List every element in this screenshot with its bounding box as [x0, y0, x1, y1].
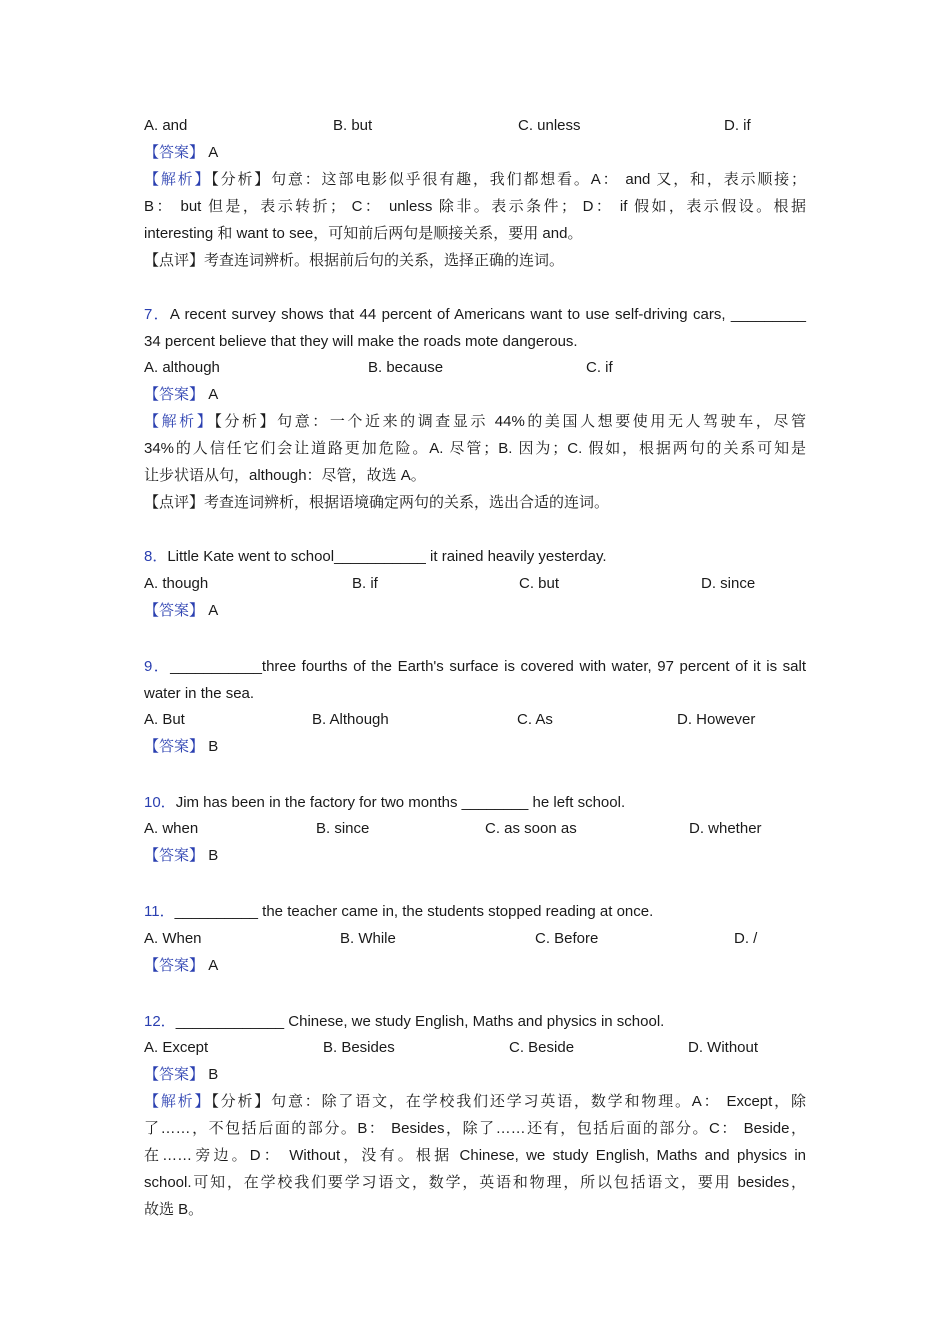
answer-label: 【答案】: [144, 847, 205, 864]
analysis-line: [144, 170, 806, 190]
option: A. When: [144, 930, 202, 947]
question-stem: [144, 793, 625, 813]
analysis-line: 在……旁边。D： Without，没有。根据 Chinese, we study English, Maths and physics in: [144, 1147, 806, 1164]
answer-line: [144, 737, 218, 757]
stem-text: _____________ Chinese, we study English, Maths and physics in school.: [175, 1013, 665, 1030]
answer-line: [144, 143, 218, 163]
stem-text: Jim has been in the factory for two months ________ he left school.: [175, 794, 626, 811]
answer-line: [144, 385, 218, 405]
option: A. and: [144, 117, 188, 134]
option: B. because: [368, 359, 444, 376]
question-number: 9．: [144, 658, 171, 675]
option: C. if: [586, 359, 613, 376]
question-stem: [144, 1012, 664, 1032]
option: D. /: [734, 930, 758, 947]
question-stem: water in the sea.: [144, 685, 255, 702]
option: B. Although: [312, 711, 389, 728]
answer-line: [144, 846, 218, 866]
answer-value: A: [208, 957, 219, 974]
option: A. But: [144, 711, 185, 728]
option: D. since: [701, 575, 756, 592]
option: B. but: [333, 117, 373, 134]
question-stem: [144, 657, 806, 677]
analysis-label: 【解析】: [144, 1093, 212, 1110]
answer-line: [144, 601, 218, 621]
option: A. although: [144, 359, 220, 376]
analysis-text: 【分析】句意：一个近来的调查显示 44%的美国人想要使用无人驾驶车，尽管: [214, 413, 806, 430]
analysis-line: 了……，不包括后面的部分。B： Besides，除了……还有，包括后面的部分。C： Beside，: [144, 1120, 806, 1137]
analysis-line: 34%的人信任它们会让道路更加危险。A. 尽管；B. 因为；C. 假如，根据两句的关系可知是: [144, 440, 806, 457]
analysis-line: [144, 412, 806, 432]
question-stem: [144, 902, 653, 922]
analysis-line: 让步状语从句，although：尽管，故选 A。: [144, 467, 426, 484]
stem-text: ___________three fourths of the Earth's surface is covered with water, 97 percent of it is salt: [170, 658, 806, 675]
question-number: 10．: [144, 794, 176, 811]
option: B. since: [316, 820, 370, 837]
answer-value: B: [208, 847, 219, 864]
option: A. Except: [144, 1039, 209, 1056]
option: C. Beside: [509, 1039, 575, 1056]
analysis-text: 【分析】句意：除了语文，在学校我们还学习英语，数学和物理。A： Except，除: [211, 1093, 806, 1110]
answer-line: [144, 1065, 218, 1085]
answer-value: A: [208, 386, 219, 403]
comment-line: 【点评】考查连词辨析。根据前后句的关系，选择正确的连词。: [144, 252, 565, 269]
answer-label: 【答案】: [144, 144, 205, 161]
analysis-label: 【解析】: [144, 171, 212, 188]
option: A. when: [144, 820, 199, 837]
answer-label: 【答案】: [144, 602, 205, 619]
question-number: 11．: [144, 903, 175, 920]
question-stem: [144, 305, 806, 325]
answer-label: 【答案】: [144, 738, 205, 755]
analysis-line: 故选 B。: [144, 1201, 204, 1218]
option: C. as soon as: [485, 820, 577, 837]
question-number: 12．: [144, 1013, 176, 1030]
answer-label: 【答案】: [144, 386, 205, 403]
analysis-line: school.可知，在学校我们要学习语文，数学，英语和物理，所以包括语文，要用 besides，: [144, 1174, 806, 1191]
answer-label: 【答案】: [144, 1066, 205, 1083]
answer-value: A: [208, 602, 219, 619]
option: D. Without: [688, 1039, 759, 1056]
stem-text: Little Kate went to school___________ it rained heavily yesterday.: [167, 548, 607, 565]
question-stem: 34 percent believe that they will make the roads mote dangerous.: [144, 333, 578, 350]
answer-label: 【答案】: [144, 957, 205, 974]
question-number: 8．: [144, 548, 168, 565]
answer-value: A: [208, 144, 219, 161]
option: D. However: [677, 711, 756, 728]
option: B. Besides: [323, 1039, 395, 1056]
analysis-line: B： but 但是，表示转折； C： unless 除非。表示条件； D： if 假如，表示假设。根据: [144, 198, 806, 215]
answer-line: [144, 956, 218, 976]
stem-text: A recent survey shows that 44 percent of Americans want to use self-driving cars, _________: [169, 306, 806, 323]
answer-value: B: [208, 738, 219, 755]
question-stem: [144, 547, 607, 567]
option: C. unless: [518, 117, 581, 134]
option: C. but: [519, 575, 560, 592]
option: C. As: [517, 711, 553, 728]
analysis-text: 【分析】句意：这部电影似乎很有趣，我们都想看。A： and 又，和，表示顺接；: [211, 171, 806, 188]
option: D. if: [724, 117, 751, 134]
question-number: 7．: [144, 306, 170, 323]
option: B. While: [340, 930, 396, 947]
comment-line: 【点评】考查连词辨析，根据语境确定两句的关系，选出合适的连词。: [144, 494, 610, 511]
option: D. whether: [689, 820, 762, 837]
analysis-label: 【解析】: [144, 413, 215, 430]
answer-value: B: [208, 1066, 219, 1083]
option: A. though: [144, 575, 209, 592]
stem-text: __________ the teacher came in, the students stopped reading at once.: [174, 903, 654, 920]
analysis-line: [144, 1092, 806, 1112]
option: B. if: [352, 575, 378, 592]
analysis-line: interesting 和 want to see，可知前后两句是顺接关系，要用 and。: [144, 225, 583, 242]
option: C. Before: [535, 930, 599, 947]
